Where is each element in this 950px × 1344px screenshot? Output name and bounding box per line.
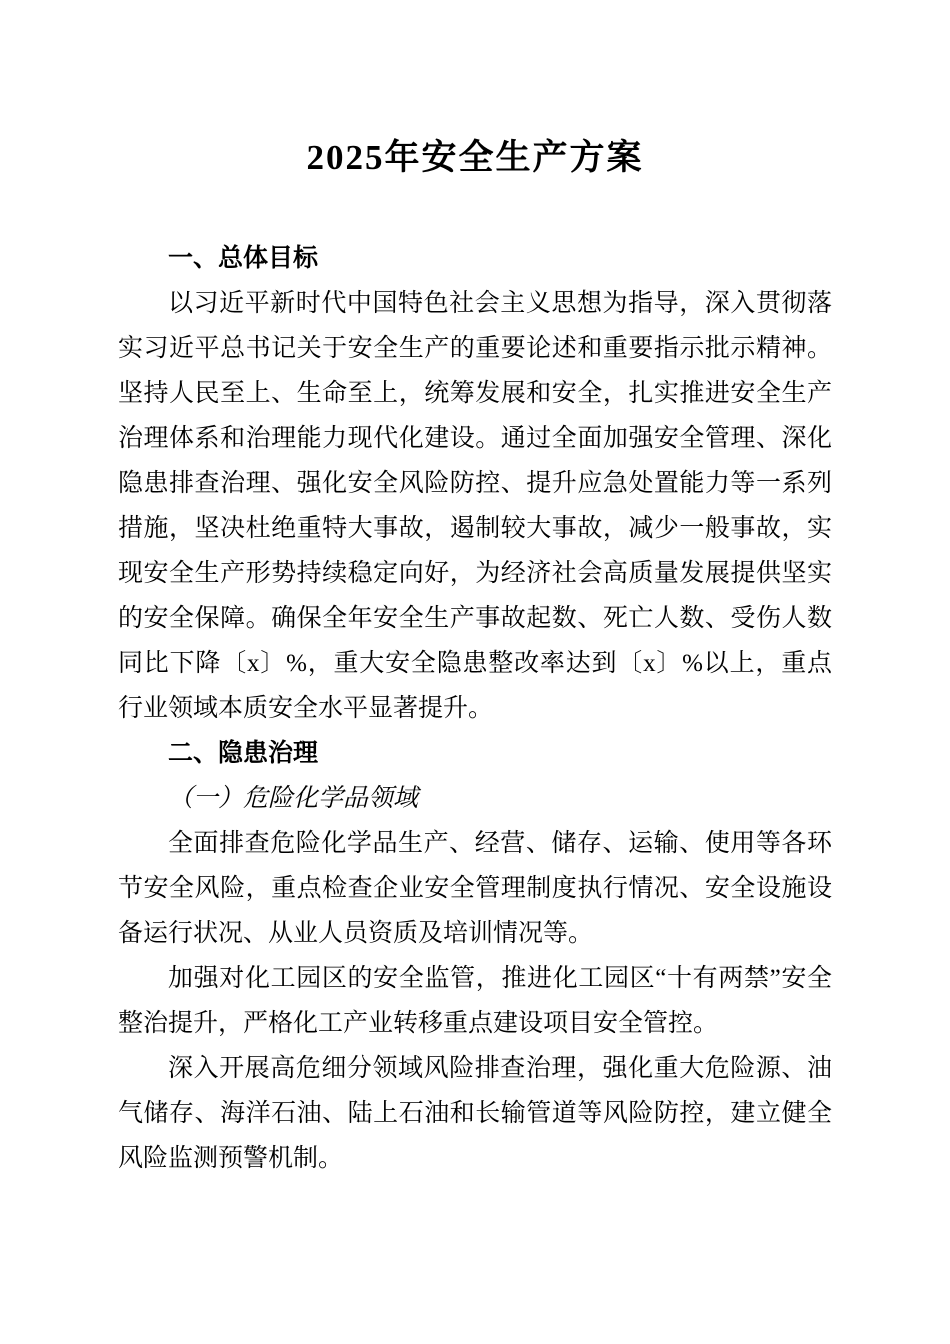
paragraph-high-risk-subfields: 深入开展高危细分领域风险排查治理，强化重大危险源、油气储存、海洋石油、陆上石油和长输管道等风险防控，建立健全风险监测预警机制。: [118, 1055, 832, 1172]
paragraph-chemical-park-supervision: 加强对化工园区的安全监管，推进化工园区“十有两禁”安全整治提升，严格化工产业转移重点建设项目安全管控。: [118, 965, 832, 1037]
document-title: 2025年安全生产方案: [306, 138, 644, 177]
heading-overall-goals: 一、总体目标: [168, 244, 319, 272]
heading-hazard-management: 二、隐患治理: [168, 739, 319, 767]
paragraph-chemical-risk-inspection: 全面排查危险化学品生产、经营、储存、运输、使用等各环节安全风险，重点检查企业安全管理制度执行情况、安全设施设备运行状况、从业人员资质及培训情况等。: [118, 830, 832, 947]
paragraph-overall-goals: 以习近平新时代中国特色社会主义思想为指导，深入贯彻落实习近平总书记关于安全生产的重要论述和重要指示批示精神。坚持人民至上、生命至上，统筹发展和安全，扎实推进安全生产治理体系和治理能力现代化建设。通过全面加强安全管理、深化隐患排查治理、强化安全风险防控、提升应急处置能力等一系列措施，坚决杜绝重特大事故，遏制较大事故，减少一般事故，实现安全生产形势持续稳定向好，为经济社会高质量发展提供坚实的安全保障。确保全年安全生产事故起数、死亡人数、受伤人数同比下降〔x〕%，重大安全隐患整改率达到〔x〕%以上，重点行业领域本质安全水平显著提升。: [118, 290, 832, 722]
subheading-hazardous-chemicals: （一）危险化学品领域: [168, 785, 419, 812]
